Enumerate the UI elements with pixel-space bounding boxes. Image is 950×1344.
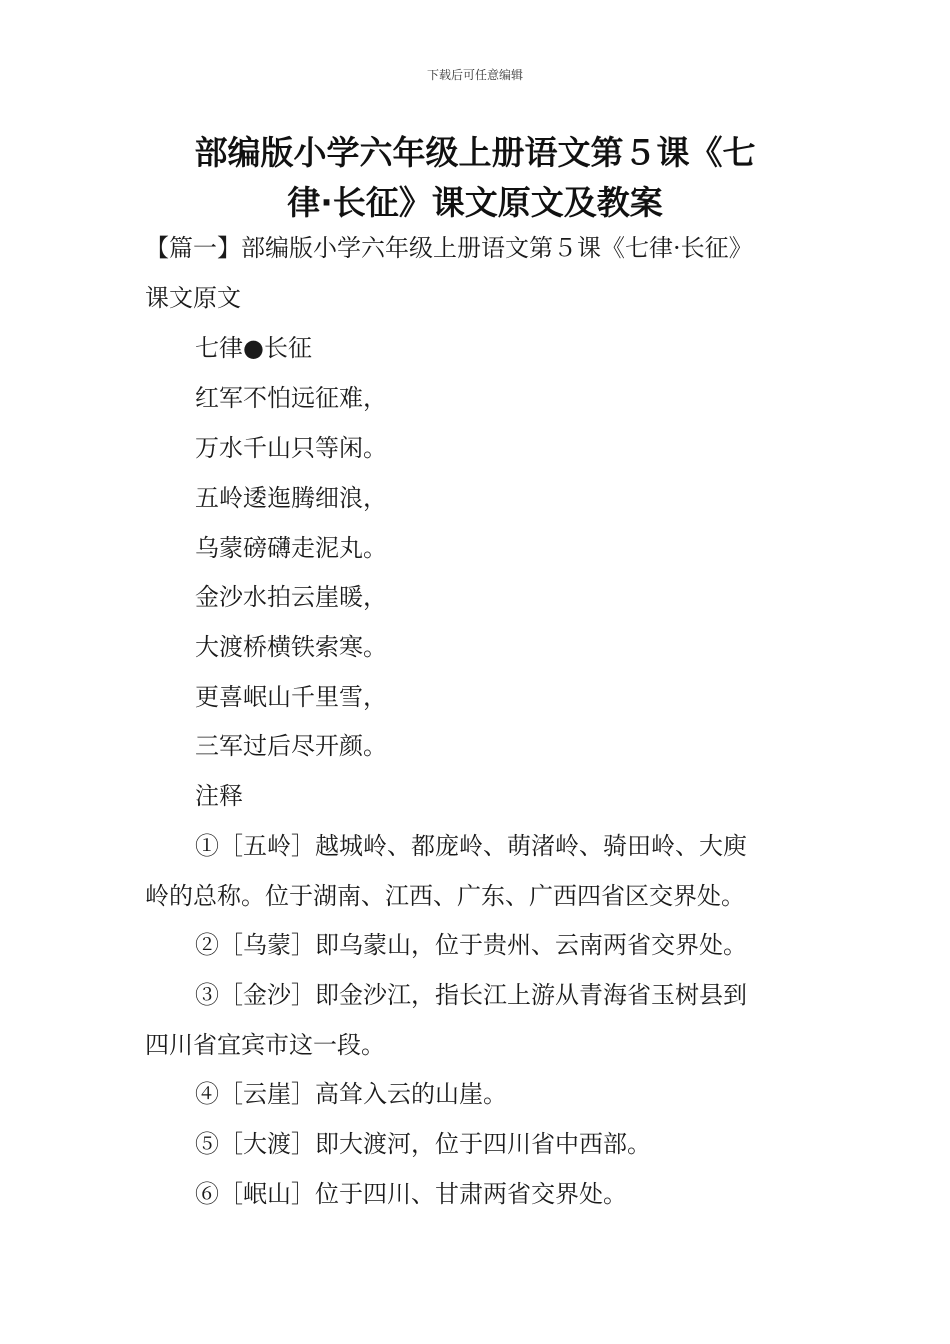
note-item-line-1: ①［五岭］越城岭、都庞岭、萌渚岭、骑田岭、大庾 bbox=[195, 832, 747, 860]
notes-heading: 注释 bbox=[195, 782, 243, 810]
poem-line: 更喜岷山千里雪， bbox=[195, 683, 387, 711]
note-item-line-1: ⑥［岷山］位于四川、甘肃两省交界处。 bbox=[195, 1180, 627, 1208]
section-heading-line-1: 【篇一】部编版小学六年级上册语文第５课《七律·长征》 bbox=[145, 234, 753, 262]
note-item-line-1: ③［金沙］即金沙江，指长江上游从青海省玉树县到 bbox=[195, 981, 747, 1009]
note-item-line-1: ⑤［大渡］即大渡河，位于四川省中西部。 bbox=[195, 1130, 651, 1158]
poem-line: 金沙水拍云崖暖， bbox=[195, 583, 387, 611]
note-item-line-1: ②［乌蒙］即乌蒙山，位于贵州、云南两省交界处。 bbox=[195, 931, 747, 959]
poem-line: 三军过后尽开颜。 bbox=[195, 732, 387, 760]
poem-line: 五岭逶迤腾细浪， bbox=[195, 484, 387, 512]
poem-line: 红军不怕远征难， bbox=[195, 384, 387, 412]
section-heading-line-2: 课文原文 bbox=[145, 284, 241, 312]
document-title bbox=[150, 128, 800, 228]
title-line-1: 部编版小学六年级上册语文第５课《七 bbox=[194, 133, 756, 172]
title-line-2: 律·长征》课文原文及教案 bbox=[287, 183, 663, 222]
poem-line: 乌蒙磅礴走泥丸。 bbox=[195, 534, 387, 562]
poem-line: 万水千山只等闲。 bbox=[195, 434, 387, 462]
note-item-line-2: 岭的总称。位于湖南、江西、广东、广西四省区交界处。 bbox=[145, 882, 745, 910]
note-item-line-1: ④［云崖］高耸入云的山崖。 bbox=[195, 1080, 507, 1108]
poem-title: 七律●长征 bbox=[195, 334, 312, 362]
poem-line: 大渡桥横铁索寒。 bbox=[195, 633, 387, 661]
note-item-line-2: 四川省宜宾市这一段。 bbox=[145, 1031, 385, 1059]
header-note: 下载后可任意编辑 bbox=[426, 68, 523, 82]
